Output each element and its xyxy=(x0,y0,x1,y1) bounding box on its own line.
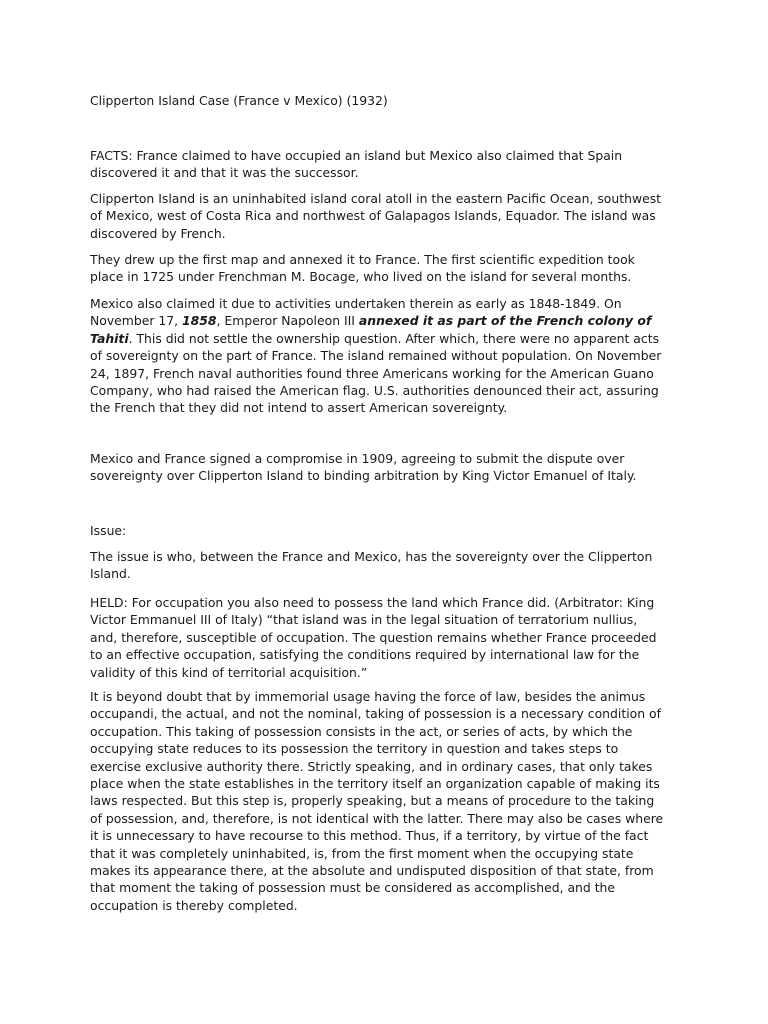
text-line: of sovereignty on the part of France. The island remained without population. On November xyxy=(90,348,662,364)
mexico-claim-paragraph xyxy=(90,295,678,417)
text-line: Company, who had raised the American flag. U.S. authorities denounced their act, assuring xyxy=(90,383,659,399)
text-line: FACTS: France claimed to have occupied an island but Mexico also claimed that Spain xyxy=(90,148,623,163)
text-line: that it was completely uninhabited, is, from the first moment when the occupying state xyxy=(90,845,634,861)
text-line: Clipperton Island is an uninhabited island coral atoll in the eastern Pacific Ocean, southwest xyxy=(90,191,662,206)
issue-heading: Issue: xyxy=(90,523,127,538)
text-line: occupation. This taking of possession consists in the act, or series of acts, by which the xyxy=(90,723,633,739)
text-line: occupation is thereby completed. xyxy=(90,897,298,913)
text-line: validity of this kind of territorial acquisition.” xyxy=(90,664,368,680)
text-line: place in 1725 under Frenchman M. Bocage, who lived on the island for several months. xyxy=(90,269,632,285)
tahiti-emphasis: Tahiti xyxy=(90,330,129,346)
text-line: , Emperor Napoleon III xyxy=(216,313,359,329)
text-line: makes its appearance there, at the absolute and undisputed disposition of that state, from xyxy=(90,863,654,879)
text-line: that moment the taking of possession must be considered as accomplished, and the xyxy=(90,880,616,896)
text-line: the French that they did not intend to assert American sovereignty. xyxy=(90,400,508,416)
text-line: and, therefore, susceptible of occupation. The question remains whether France proceeded xyxy=(90,629,657,645)
held-paragraph xyxy=(90,594,678,681)
map-paragraph xyxy=(90,251,678,286)
text-line: occupying state reduces to its possession the territory in question and takes steps to xyxy=(90,741,619,757)
text-line: laws respected. But this step is, properly speaking, but a means of procedure to the taking xyxy=(90,793,655,809)
text-line: November 17, xyxy=(90,313,183,329)
text-line: place when the state establishes in the territory itself an organization capable of making its xyxy=(90,776,660,792)
text-line: discovered it and that it was the successor. xyxy=(90,165,359,181)
issue-paragraph xyxy=(90,548,678,583)
text-line: occupandi, the actual, and not the nominal, taking of possession is a necessary condition of xyxy=(90,706,661,722)
text-line: Victor Emmanuel III of Italy) “that island was in the legal situation of terratorium nullius, xyxy=(90,612,638,628)
text-line: of Mexico, west of Costa Rica and northwest of Galapagos Islands, Equador. The island was xyxy=(90,208,656,224)
reasoning-paragraph xyxy=(90,688,678,914)
text-line: The issue is who, between the France and Mexico, has the sovereignty over the Clipperton xyxy=(90,549,653,564)
island-description-paragraph xyxy=(90,190,678,242)
facts-paragraph xyxy=(90,147,678,182)
text-line: Island. xyxy=(90,566,131,582)
text-line: 24, 1897, French naval authorities found three Americans working for the American Guano xyxy=(90,365,654,381)
compromise-paragraph xyxy=(90,450,678,485)
text-line: . This did not settle the ownership question. After which, there were no apparent acts xyxy=(128,330,660,346)
text-line: of possession, and, therefore, is not identical with the latter. There may also be cases where xyxy=(90,810,664,826)
annex-emphasis: annexed it as part of the French colony of xyxy=(358,313,652,329)
text-line: Mexico also claimed it due to activities undertaken therein as early as 1848-1849. On xyxy=(90,296,622,311)
text-line: Mexico and France signed a compromise in 1909, agreeing to submit the dispute over xyxy=(90,451,625,466)
year-emphasis: 1858 xyxy=(182,313,217,329)
text-line: to an effective occupation, satisfying the conditions required by international law for the xyxy=(90,647,640,663)
text-line: sovereignty over Clipperton Island to binding arbitration by King Victor Emanuel of Italy. xyxy=(90,468,637,484)
text-line: HELD: For occupation you also need to possess the land which France did. (Arbitrator: King xyxy=(90,595,655,610)
text-line: exercise exclusive authority there. Strictly speaking, and in ordinary cases, that only takes xyxy=(90,758,653,774)
text-line: discovered by French. xyxy=(90,225,226,241)
text-line: It is beyond doubt that by immemorial usage having the force of law, besides the animus xyxy=(90,689,646,704)
text-line: it is unnecessary to have recourse to this method. Thus, if a territory, by virtue of the fact xyxy=(90,828,649,844)
document-title: Clipperton Island Case (France v Mexico) (1932) xyxy=(90,93,388,108)
text-line: They drew up the first map and annexed it to France. The first scientific expedition took xyxy=(90,252,635,267)
